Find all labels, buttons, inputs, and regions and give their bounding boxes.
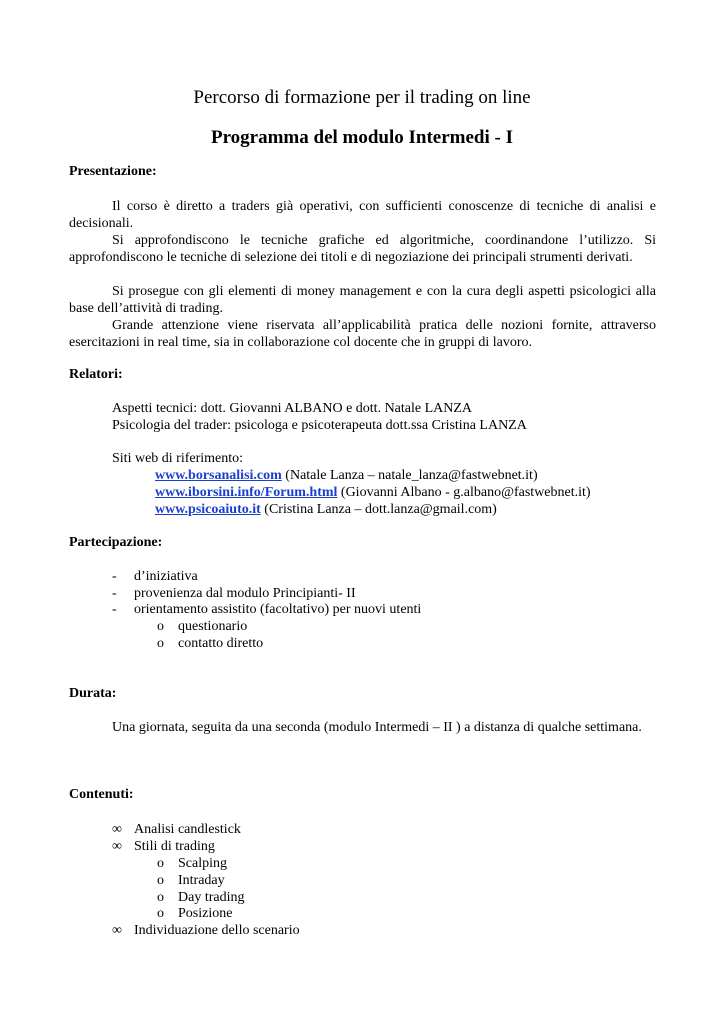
module-title: Programma del modulo Intermedi - I [210, 127, 514, 148]
paragraph: Grande attenzione viene riservata all’applicabilità pratica delle nozioni fornite, attraverso esercitazioni in real time, sia in collaborazione col docente che in gruppi di lavoro. [69, 318, 656, 350]
list-item: Analisi candlestick [134, 822, 241, 837]
paragraph: Il corso è diretto a traders già operativi, con sufficienti conoscenze di tecniche di analisi e decisionali. [69, 199, 656, 231]
circle-bullet-icon: o [157, 856, 164, 871]
sub-list-item: questionario [178, 619, 248, 634]
sub-list-item: contatto diretto [178, 636, 264, 651]
website-link[interactable]: www.borsanalisi.com [155, 468, 282, 483]
sub-list-item: Intraday [178, 873, 225, 888]
list-item: orientamento assistito (facoltativo) per nuovi utenti [134, 602, 422, 617]
circle-bullet-icon: o [157, 906, 164, 921]
website-contact: (Natale Lanza – natale_lanza@fastwebnet.it) [281, 468, 538, 483]
website-link[interactable]: www.psicoaiuto.it [155, 502, 261, 517]
website-contact: (Giovanni Albano - g.albano@fastwebnet.it) [337, 485, 591, 500]
list-item: Stili di trading [134, 839, 215, 854]
dash-marker: - [112, 569, 117, 584]
document-title: Percorso di formazione per il trading on line [193, 87, 531, 108]
paragraph: Si prosegue con gli elementi di money management e con la cura degli aspetti psicologici alla base dell’attività di trading. [69, 284, 656, 316]
circle-bullet-icon: o [157, 873, 164, 888]
sub-list-item: Posizione [178, 906, 233, 921]
circle-bullet-icon: o [157, 636, 164, 651]
dash-marker: - [112, 586, 117, 601]
infinity-bullet-icon: ∞ [112, 923, 122, 938]
section-heading-contenuti: Contenuti: [69, 787, 134, 802]
infinity-bullet-icon: ∞ [112, 839, 122, 854]
relatori-line: Psicologia del trader: psicologa e psicoterapeuta dott.ssa Cristina LANZA [112, 418, 527, 433]
website-row [155, 467, 538, 484]
infinity-bullet-icon: ∞ [112, 822, 122, 837]
siti-label: Siti web di riferimento: [112, 451, 244, 466]
list-item: d’iniziativa [134, 569, 198, 584]
list-item: provenienza dal modulo Principianti- II [134, 586, 356, 601]
website-contact: (Cristina Lanza – dott.lanza@gmail.com) [260, 502, 497, 517]
relatori-line: Aspetti tecnici: dott. Giovanni ALBANO e dott. Natale LANZA [112, 401, 473, 416]
website-row [155, 484, 591, 501]
paragraph: Una giornata, seguita da una seconda (modulo Intermedi – II ) a distanza di qualche settimana. [112, 720, 642, 735]
section-heading-relatori: Relatori: [69, 367, 123, 382]
circle-bullet-icon: o [157, 619, 164, 634]
section-heading-partecipazione: Partecipazione: [69, 535, 163, 550]
section-heading-presentazione: Presentazione: [69, 164, 157, 179]
section-heading-durata: Durata: [69, 686, 117, 701]
sub-list-item: Day trading [178, 890, 245, 905]
circle-bullet-icon: o [157, 890, 164, 905]
dash-marker: - [112, 602, 117, 617]
list-item: Individuazione dello scenario [134, 923, 300, 938]
sub-list-item: Scalping [178, 856, 227, 871]
paragraph: Si approfondiscono le tecniche grafiche ed algoritmiche, coordinandone l’utilizzo. Si approfondiscono le tecniche di selezione dei titoli e di negoziazione dei principali strumenti derivati. [69, 233, 656, 265]
website-row [155, 501, 497, 518]
website-link[interactable]: www.iborsini.info/Forum.html [155, 485, 338, 500]
